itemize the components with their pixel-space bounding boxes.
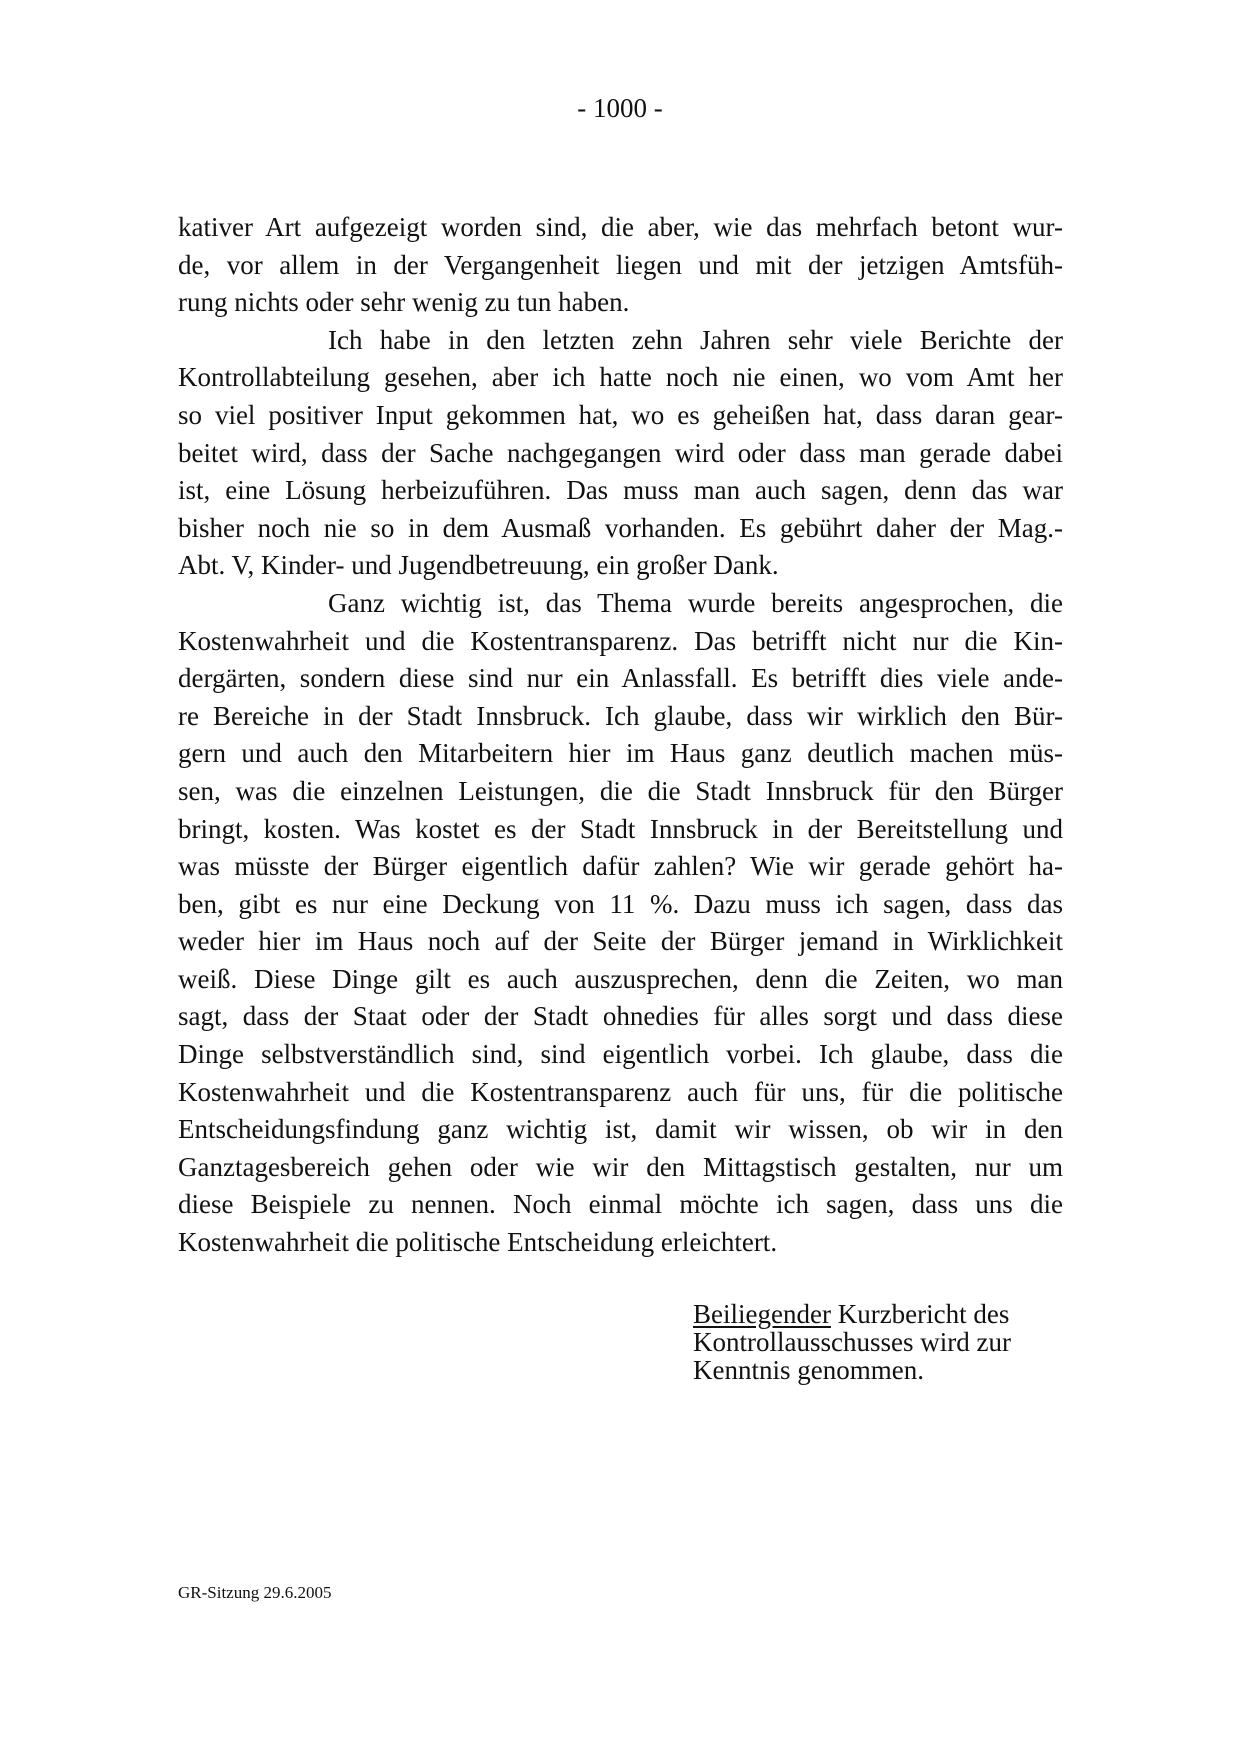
body-line: bringt, kosten. Was kostet es der Stadt Innsbruck in der Bereitstellung und [178,813,1063,844]
body-line: rung nichts oder sehr wenig zu tun haben. [178,287,630,318]
resolution-underlined-word: Beiliegender [693,1299,831,1329]
body-line: Kostenwahrheit und die Kostentransparenz. Das betrifft nicht nur die Kin- [178,625,1063,656]
resolution-block [693,1300,1053,1384]
body-line: ist, eine Lösung herbeizuführen. Das muss man auch sagen, denn das war [178,475,1063,506]
resolution-line-rest: Kurzbericht des [830,1299,1010,1329]
body-line: so viel positiver Input gekommen hat, wo es geheißen hat, dass daran gear- [178,399,1063,430]
body-text [178,209,1063,1262]
body-line: beitet wird, dass der Sache nachgegangen wird oder dass man gerade dabei [178,437,1063,468]
body-line: Kostenwahrheit die politische Entscheidung erleichtert. [178,1227,778,1258]
body-line: weiß. Diese Dinge gilt es auch auszusprechen, denn die Zeiten, wo man [178,963,1063,994]
paragraph-start-line: Ich habe in den letzten zehn Jahren sehr viele Berichte der [328,324,1063,355]
body-line: Dinge selbstverständlich sind, sind eigentlich vorbei. Ich glaube, dass die [178,1039,1063,1070]
body-line: de, vor allem in der Vergangenheit liegen und mit der jetzigen Amtsfüh- [178,249,1063,280]
body-line: Ganztagesbereich gehen oder wie wir den Mittagstisch gestalten, nur um [178,1151,1063,1182]
body-line: Entscheidungsfindung ganz wichtig ist, damit wir wissen, ob wir in den [178,1114,1063,1145]
body-line: Kontrollabteilung gesehen, aber ich hatte noch nie einen, wo vom Amt her [178,362,1063,393]
page-number: - 1000 - [577,93,663,123]
body-line: was müsste der Bürger eigentlich dafür zahlen? Wie wir gerade gehört ha- [178,851,1063,882]
body-line: weder hier im Haus noch auf der Seite der Bürger jemand in Wirklichkeit [178,926,1063,957]
body-line: sen, was die einzelnen Leistungen, die die Stadt Innsbruck für den Bürger [178,775,1063,806]
body-line: ben, gibt es nur eine Deckung von 11 %. Dazu muss ich sagen, dass das [178,888,1063,919]
resolution-line [693,1300,1053,1328]
body-line: sagt, dass der Staat oder der Stadt ohnedies für alles sorgt und dass diese [178,1001,1063,1032]
body-line: Abt. V, Kinder- und Jugendbetreuung, ein großer Dank. [178,550,779,581]
body-line: diese Beispiele zu nennen. Noch einmal möchte ich sagen, dass uns die [178,1189,1063,1220]
body-line: kativer Art aufgezeigt worden sind, die aber, wie das mehrfach betont wur- [178,212,1063,242]
paragraph-start-line: Ganz wichtig ist, das Thema wurde bereits angesprochen, die [328,587,1063,618]
body-line: bisher noch nie so in dem Ausmaß vorhanden. Es gebührt daher der Mag.- [178,512,1063,543]
resolution-line: Kenntnis genommen. [693,1355,924,1385]
resolution-line: Kontrollausschusses wird zur [693,1327,1011,1357]
body-line: gern und auch den Mitarbeitern hier im Haus ganz deutlich machen müs- [178,738,1063,769]
body-line: dergärten, sondern diese sind nur ein Anlassfall. Es betrifft dies viele ande- [178,663,1063,694]
body-line: re Bereiche in der Stadt Innsbruck. Ich glaube, dass wir wirklich den Bür- [178,700,1063,731]
footer-session-date: GR-Sitzung 29.6.2005 [178,1583,332,1602]
body-line: Kostenwahrheit und die Kostentransparenz auch für uns, für die politische [178,1076,1063,1107]
